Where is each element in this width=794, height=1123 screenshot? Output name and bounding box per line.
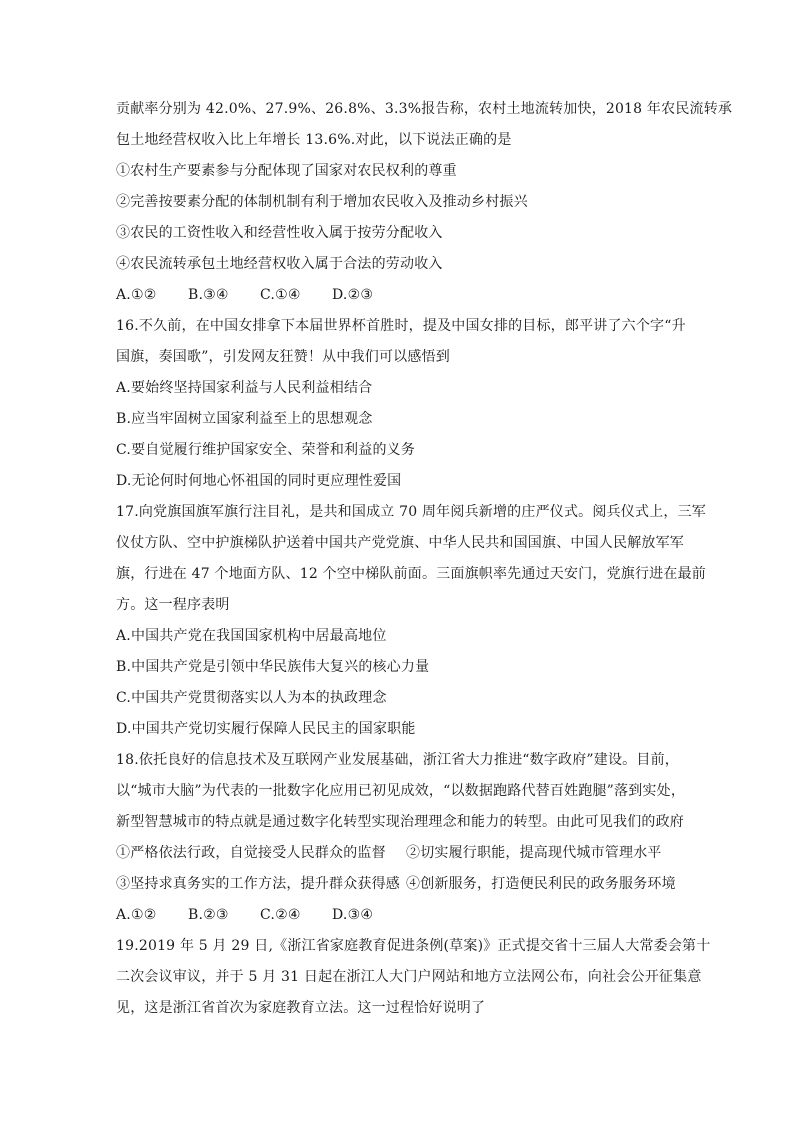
q17-choice-b: B.中国共产党是引领中华民族伟大复兴的核心力量 xyxy=(116,659,430,675)
question-19 xyxy=(116,931,711,1024)
q15-statement-2: ②完善按要素分配的体制机制有利于增加农民收入及推动乡村振兴 xyxy=(116,194,528,210)
q17-choice-d: D.中国共产党切实履行保障人民民主的国家职能 xyxy=(116,721,416,737)
q17-stem-line-4: 方。这一程序表明 xyxy=(116,597,230,613)
q18-stem-line-1: 18.依托良好的信息技术及互联网产业发展基础，浙江省大力推进“数字政府”建设。目前， xyxy=(116,752,679,768)
q16-choice-d: D.无论何时何地心怀祖国的同时更应理性爱国 xyxy=(116,473,402,489)
q17-stem-line-2: 仪仗方队、空中护旗梯队护送着中国共产党党旗、中华人民共和国国旗、中国人民解放军军 xyxy=(116,535,684,551)
q18-options xyxy=(116,900,682,931)
q17-choice-a: A.中国共产党在我国国家机构中居最高地位 xyxy=(116,628,387,644)
question-17 xyxy=(116,497,706,745)
q17-choice-c: C.中国共产党贯彻落实以人为本的执政理念 xyxy=(116,690,387,706)
q16-stem-line-1: 16.不久前，在中国女排拿下本届世界杯首胜时，提及中国女排的目标，郎平讲了六个字“升 xyxy=(116,318,686,334)
q18-stem-line-3: 新型智慧城市的特点就是通过数字化转型实现治理理念和能力的转型。由此可见我们的政府 xyxy=(116,814,684,830)
question-18 xyxy=(116,745,686,931)
question-16 xyxy=(116,311,686,497)
q18-option-b: B.②③ xyxy=(188,907,229,923)
q18-option-d: D.③④ xyxy=(332,907,374,923)
q18-statement-3: ③坚持求真务实的工作方法，提升群众获得感 xyxy=(116,876,400,892)
q15-option-a: A.①② xyxy=(116,287,157,303)
q17-stem-line-1: 17.向党旗国旗军旗行注目礼，是共和国成立 70 周年阅兵新增的庄严仪式。阅兵仪式上，三军 xyxy=(116,504,706,520)
q19-stem-line-1: 19.2019 年 5 月 29 日,《浙江省家庭教育促进条例(草案)》正式提交省十三届人大常委会第十 xyxy=(116,938,711,954)
q15-stem-line-1: 贡献率分别为 42.0%、27.9%、26.8%、3.3%报告称，农村土地流转加快，2018 年农民流转承 xyxy=(116,101,733,117)
q15-options xyxy=(116,280,682,311)
q17-stem-line-3: 旗，行进在 47 个地面方队、12 个空中梯队前面。三面旗帜率先通过天安门，党旗行进在最前 xyxy=(116,566,706,582)
q19-stem-line-3: 见，这是浙江省首次为家庭教育立法。这一过程恰好说明了 xyxy=(116,1000,486,1016)
q19-stem-line-2: 二次会议审议，并于 5 月 31 日起在浙江人大门户网站和地方立法网公布，向社会公开征集意 xyxy=(116,969,702,985)
q15-option-b: B.③④ xyxy=(188,287,229,303)
q15-statement-4: ④农民流转承包土地经营权收入属于合法的劳动收入 xyxy=(116,256,443,272)
q16-choice-a: A.要始终坚持国家利益与人民利益相结合 xyxy=(116,380,373,396)
q18-option-a: A.①② xyxy=(116,907,157,923)
question-15 xyxy=(116,94,733,311)
q16-stem-line-2: 国旗，奏国歌”，引发网友狂赞！从中我们可以感悟到 xyxy=(116,349,450,365)
q16-choice-c: C.要自觉履行维护国家安全、荣誉和利益的义务 xyxy=(116,442,416,458)
q18-statements-row-1 xyxy=(116,838,682,869)
q15-stem-line-2: 包土地经营权收入比上年增长 13.6%.对此，以下说法正确的是 xyxy=(116,132,512,148)
q15-option-d: D.②③ xyxy=(332,287,374,303)
q16-choice-b: B.应当牢固树立国家利益至上的思想观念 xyxy=(116,411,373,427)
q18-option-c: C.②④ xyxy=(260,907,301,923)
exam-page xyxy=(116,94,733,1024)
q18-stem-line-2: 以“城市大脑”为代表的一批数字化应用已初见成效，“以数据跑路代替百姓跑腿”落到实处， xyxy=(116,783,686,799)
q15-statement-1: ①农村生产要素参与分配体现了国家对农民权利的尊重 xyxy=(116,163,457,179)
q18-statement-4: ④创新服务，打造便民利民的政务服务环境 xyxy=(406,876,676,892)
q18-statement-1: ①严格依法行政，自觉接受人民群众的监督 xyxy=(116,845,386,861)
q15-statement-3: ③农民的工资性收入和经营性收入属于按劳分配收入 xyxy=(116,225,443,241)
q15-option-c: C.①④ xyxy=(260,287,301,303)
q18-statement-2: ②切实履行职能，提高现代城市管理水平 xyxy=(406,845,662,861)
q18-statements-row-2 xyxy=(116,869,682,900)
